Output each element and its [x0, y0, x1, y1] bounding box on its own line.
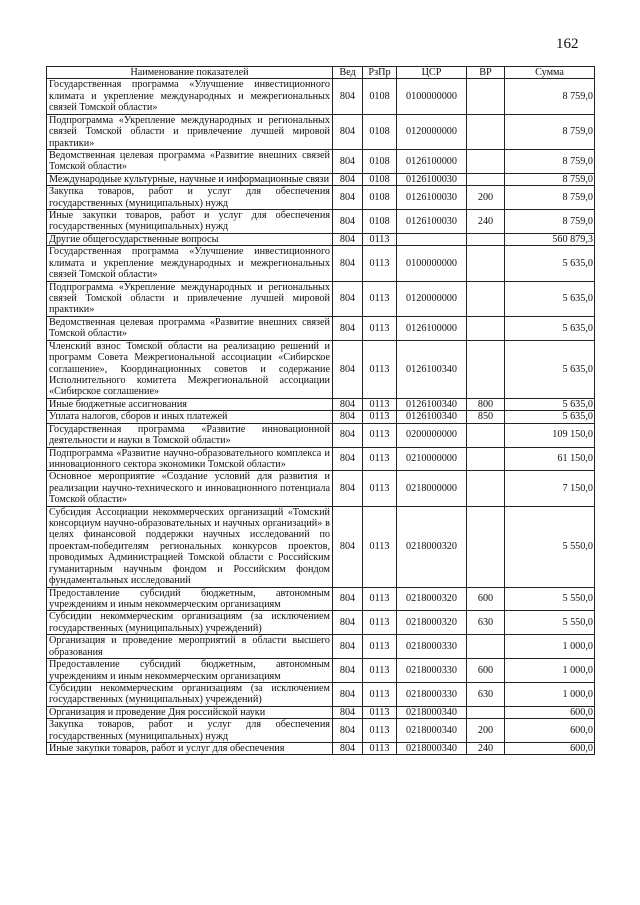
row-csr-cell: 0218000340	[397, 719, 467, 743]
row-rzpr-cell: 0113	[363, 411, 397, 423]
row-csr-cell: 0126100030	[397, 210, 467, 234]
row-csr-cell: 0126100340	[397, 398, 467, 410]
row-ved-cell: 804	[333, 340, 363, 398]
row-csr-cell: 0218000330	[397, 659, 467, 683]
header-ved: Вед	[333, 67, 363, 79]
row-ved-cell: 804	[333, 246, 363, 281]
row-rzpr-cell: 0113	[363, 340, 397, 398]
row-name-cell: Государственная программа «Улучшение инвестиционного климата и укрепление международных и межрегиональных связей Томской области»	[47, 246, 333, 281]
row-name-cell: Уплата налогов, сборов и иных платежей	[47, 411, 333, 423]
row-sum-cell: 560 879,3	[505, 233, 595, 245]
row-sum-cell: 5 550,0	[505, 611, 595, 635]
row-sum-cell: 5 635,0	[505, 281, 595, 316]
row-sum-cell: 5 550,0	[505, 506, 595, 587]
row-name-cell: Подпрограмма «Укрепление международных и региональных связей Томской области и привлечение лучшей мировой практики»	[47, 281, 333, 316]
header-rzpr: РзПр	[363, 67, 397, 79]
row-ved-cell: 804	[333, 587, 363, 611]
row-csr-cell: 0100000000	[397, 246, 467, 281]
table-row	[47, 743, 595, 755]
row-ved-cell: 804	[333, 423, 363, 447]
row-ved-cell: 804	[333, 149, 363, 173]
table-row	[47, 186, 595, 210]
row-name-cell: Организация и проведение мероприятий в области высшего образования	[47, 635, 333, 659]
row-vr-cell: 200	[467, 186, 505, 210]
row-vr-cell	[467, 316, 505, 340]
row-vr-cell: 200	[467, 719, 505, 743]
table-header-row	[47, 67, 595, 79]
row-name-cell: Субсидии некоммерческим организациям (за исключением государственных (муниципальных) учреждений)	[47, 611, 333, 635]
row-sum-cell: 600,0	[505, 719, 595, 743]
row-name-cell: Закупка товаров, работ и услуг для обеспечения государственных (муниципальных) нужд	[47, 186, 333, 210]
row-ved-cell: 804	[333, 411, 363, 423]
row-sum-cell: 1 000,0	[505, 659, 595, 683]
row-ved-cell: 804	[333, 447, 363, 471]
row-sum-cell: 8 759,0	[505, 114, 595, 149]
row-vr-cell: 630	[467, 682, 505, 706]
row-csr-cell: 0218000340	[397, 706, 467, 718]
row-vr-cell: 800	[467, 398, 505, 410]
row-rzpr-cell: 0113	[363, 706, 397, 718]
table-row	[47, 79, 595, 114]
row-vr-cell	[467, 706, 505, 718]
row-ved-cell: 804	[333, 706, 363, 718]
table-row	[47, 447, 595, 471]
row-vr-cell	[467, 233, 505, 245]
row-sum-cell: 61 150,0	[505, 447, 595, 471]
row-ved-cell: 804	[333, 611, 363, 635]
row-sum-cell: 7 150,0	[505, 471, 595, 506]
header-name: Наименование показателей	[47, 67, 333, 79]
row-vr-cell	[467, 79, 505, 114]
row-sum-cell: 8 759,0	[505, 186, 595, 210]
table-row	[47, 506, 595, 587]
row-rzpr-cell: 0113	[363, 659, 397, 683]
table-row	[47, 611, 595, 635]
row-rzpr-cell: 0113	[363, 719, 397, 743]
row-vr-cell	[467, 149, 505, 173]
row-sum-cell: 5 635,0	[505, 316, 595, 340]
row-rzpr-cell: 0113	[363, 611, 397, 635]
row-csr-cell: 0218000000	[397, 471, 467, 506]
row-name-cell: Государственная программа «Развитие инновационной деятельности и науки в Томской области»	[47, 423, 333, 447]
row-ved-cell: 804	[333, 114, 363, 149]
row-name-cell: Организация и проведение Дня российской науки	[47, 706, 333, 718]
row-vr-cell: 600	[467, 659, 505, 683]
row-vr-cell	[467, 447, 505, 471]
row-ved-cell: 804	[333, 506, 363, 587]
table-row	[47, 173, 595, 185]
row-rzpr-cell: 0113	[363, 423, 397, 447]
row-rzpr-cell: 0108	[363, 114, 397, 149]
row-rzpr-cell: 0113	[363, 743, 397, 755]
table-body	[47, 79, 595, 755]
row-rzpr-cell: 0113	[363, 471, 397, 506]
table-row	[47, 423, 595, 447]
row-rzpr-cell: 0108	[363, 173, 397, 185]
row-csr-cell: 0218000340	[397, 743, 467, 755]
row-csr-cell: 0218000320	[397, 506, 467, 587]
row-name-cell: Членский взнос Томской области на реализацию решений и программ Совета Межрегиональной ассоциации «Сибирское соглашение», Координационных советов и содержание Исполнительного комитета Межрегиональной ассоциации «Сибирское соглашение»	[47, 340, 333, 398]
row-name-cell: Предоставление субсидий бюджетным, автономным учреждениям и иным некоммерческим организациям	[47, 587, 333, 611]
row-ved-cell: 804	[333, 398, 363, 410]
row-ved-cell: 804	[333, 186, 363, 210]
header-csr: ЦСР	[397, 67, 467, 79]
row-rzpr-cell: 0113	[363, 398, 397, 410]
row-sum-cell: 5 635,0	[505, 340, 595, 398]
row-vr-cell: 850	[467, 411, 505, 423]
row-rzpr-cell: 0108	[363, 186, 397, 210]
row-sum-cell: 5 635,0	[505, 246, 595, 281]
row-csr-cell: 0126100000	[397, 316, 467, 340]
row-vr-cell	[467, 246, 505, 281]
row-name-cell: Иные бюджетные ассигнования	[47, 398, 333, 410]
table-row	[47, 398, 595, 410]
table-row	[47, 587, 595, 611]
table-row	[47, 246, 595, 281]
row-name-cell: Основное мероприятие «Создание условий для развития и реализации научно-технического и инновационного потенциала Томской области»	[47, 471, 333, 506]
row-csr-cell: 0120000000	[397, 114, 467, 149]
row-vr-cell	[467, 340, 505, 398]
row-sum-cell: 5 635,0	[505, 411, 595, 423]
row-csr-cell: 0200000000	[397, 423, 467, 447]
table-row	[47, 719, 595, 743]
row-name-cell: Субсидия Ассоциации некоммерческих организаций «Томский консорциум научно-образовательных и научных организаций» в целях финансовой поддержки научных исследований по проектам-победителям региональных конкурсов проектов, проводимых Администрацией Томской области с Российским гуманитарным научным фондом и Российским фондом фундаментальных исследований	[47, 506, 333, 587]
row-rzpr-cell: 0113	[363, 246, 397, 281]
table-row	[47, 149, 595, 173]
row-ved-cell: 804	[333, 471, 363, 506]
row-vr-cell	[467, 506, 505, 587]
row-ved-cell: 804	[333, 659, 363, 683]
row-rzpr-cell: 0108	[363, 149, 397, 173]
page-number: 162	[556, 36, 579, 52]
row-ved-cell: 804	[333, 743, 363, 755]
table-row	[47, 635, 595, 659]
header-sum: Сумма	[505, 67, 595, 79]
row-rzpr-cell: 0108	[363, 210, 397, 234]
row-ved-cell: 804	[333, 233, 363, 245]
row-sum-cell: 1 000,0	[505, 682, 595, 706]
row-vr-cell: 630	[467, 611, 505, 635]
row-rzpr-cell: 0113	[363, 447, 397, 471]
row-sum-cell: 600,0	[505, 743, 595, 755]
table-row	[47, 210, 595, 234]
row-csr-cell: 0218000320	[397, 611, 467, 635]
row-csr-cell: 0126100340	[397, 340, 467, 398]
row-rzpr-cell: 0113	[363, 281, 397, 316]
row-csr-cell: 0126100030	[397, 186, 467, 210]
row-rzpr-cell: 0113	[363, 682, 397, 706]
row-name-cell: Закупка товаров, работ и услуг для обеспечения государственных (муниципальных) нужд	[47, 719, 333, 743]
table-row	[47, 682, 595, 706]
row-rzpr-cell: 0113	[363, 233, 397, 245]
row-csr-cell: 0218000330	[397, 635, 467, 659]
row-vr-cell	[467, 635, 505, 659]
row-csr-cell: 0100000000	[397, 79, 467, 114]
row-sum-cell: 8 759,0	[505, 210, 595, 234]
row-name-cell: Подпрограмма «Развитие научно-образовательного комплекса и инновационного сектора экономики Томской области»	[47, 447, 333, 471]
row-sum-cell: 109 150,0	[505, 423, 595, 447]
row-csr-cell: 0126100030	[397, 173, 467, 185]
row-vr-cell: 240	[467, 210, 505, 234]
row-vr-cell	[467, 471, 505, 506]
row-sum-cell: 600,0	[505, 706, 595, 718]
row-rzpr-cell: 0113	[363, 587, 397, 611]
row-csr-cell: 0126100340	[397, 411, 467, 423]
row-name-cell: Подпрограмма «Укрепление международных и региональных связей Томской области и привлечение лучшей мировой практики»	[47, 114, 333, 149]
header-vr: ВР	[467, 67, 505, 79]
row-sum-cell: 8 759,0	[505, 149, 595, 173]
row-rzpr-cell: 0113	[363, 506, 397, 587]
row-sum-cell: 5 635,0	[505, 398, 595, 410]
row-csr-cell	[397, 233, 467, 245]
row-rzpr-cell: 0113	[363, 635, 397, 659]
row-name-cell: Международные культурные, научные и информационные связи	[47, 173, 333, 185]
table-row	[47, 114, 595, 149]
row-csr-cell: 0218000320	[397, 587, 467, 611]
row-rzpr-cell: 0108	[363, 79, 397, 114]
row-rzpr-cell: 0113	[363, 316, 397, 340]
row-sum-cell: 5 550,0	[505, 587, 595, 611]
row-ved-cell: 804	[333, 281, 363, 316]
row-name-cell: Предоставление субсидий бюджетным, автономным учреждениям и иным некоммерческим организациям	[47, 659, 333, 683]
row-ved-cell: 804	[333, 682, 363, 706]
row-name-cell: Иные закупки товаров, работ и услуг для обеспечения государственных (муниципальных) нужд	[47, 210, 333, 234]
table-row	[47, 411, 595, 423]
row-vr-cell	[467, 423, 505, 447]
table-row	[47, 706, 595, 718]
table-row	[47, 471, 595, 506]
row-vr-cell	[467, 114, 505, 149]
table-row	[47, 659, 595, 683]
row-csr-cell: 0218000330	[397, 682, 467, 706]
row-ved-cell: 804	[333, 635, 363, 659]
row-name-cell: Ведомственная целевая программа «Развитие внешних связей Томской области»	[47, 149, 333, 173]
row-ved-cell: 804	[333, 719, 363, 743]
row-vr-cell: 240	[467, 743, 505, 755]
table-row	[47, 233, 595, 245]
table-row	[47, 316, 595, 340]
row-csr-cell: 0210000000	[397, 447, 467, 471]
row-csr-cell: 0126100000	[397, 149, 467, 173]
row-vr-cell: 600	[467, 587, 505, 611]
table-row	[47, 340, 595, 398]
row-ved-cell: 804	[333, 316, 363, 340]
row-vr-cell	[467, 281, 505, 316]
row-name-cell: Иные закупки товаров, работ и услуг для обеспечения	[47, 743, 333, 755]
row-ved-cell: 804	[333, 210, 363, 234]
row-name-cell: Государственная программа «Улучшение инвестиционного климата и укрепление международных и межрегиональных связей Томской области»	[47, 79, 333, 114]
row-name-cell: Субсидии некоммерческим организациям (за исключением государственных (муниципальных) учреждений)	[47, 682, 333, 706]
row-ved-cell: 804	[333, 173, 363, 185]
row-name-cell: Другие общегосударственные вопросы	[47, 233, 333, 245]
row-vr-cell	[467, 173, 505, 185]
row-ved-cell: 804	[333, 79, 363, 114]
row-sum-cell: 1 000,0	[505, 635, 595, 659]
row-name-cell: Ведомственная целевая программа «Развитие внешних связей Томской области»	[47, 316, 333, 340]
budget-table	[46, 66, 595, 755]
row-csr-cell: 0120000000	[397, 281, 467, 316]
row-sum-cell: 8 759,0	[505, 173, 595, 185]
row-sum-cell: 8 759,0	[505, 79, 595, 114]
table-row	[47, 281, 595, 316]
